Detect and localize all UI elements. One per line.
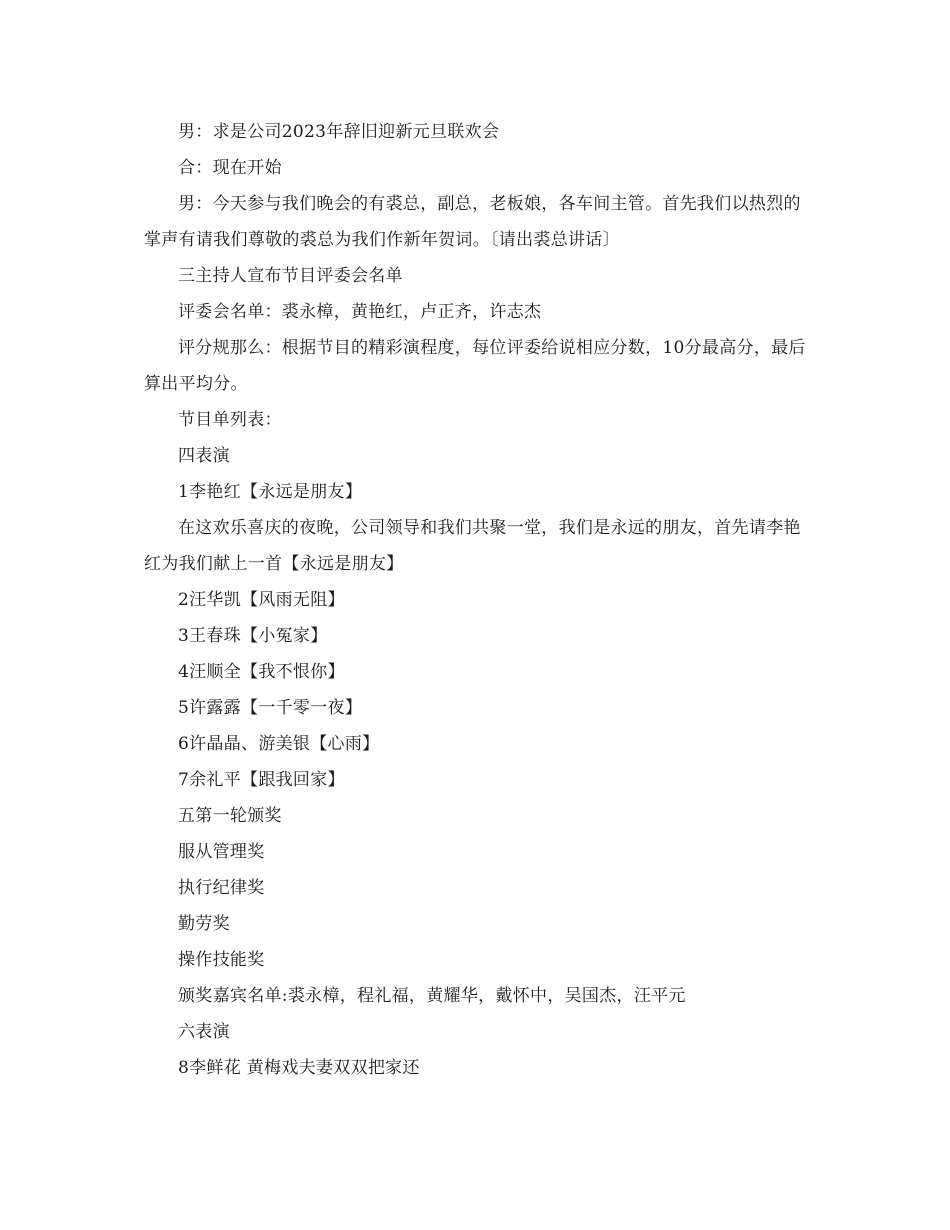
program-item-8: 8李鲜花 黄梅戏夫妻双双把家还 (178, 1058, 420, 1078)
program-item-1: 1李艳红【永远是朋友】 (178, 482, 363, 502)
section-performance-heading: 四表演 (178, 446, 230, 466)
paragraph-program-list-label: 节目单列表： (178, 410, 282, 430)
paragraph-judges-list: 评委会名单：裘永樟，黄艳红，卢正齐，许志杰 (178, 302, 542, 322)
award-item-diligence: 勤劳奖 (178, 914, 230, 934)
program-item-6: 6许晶晶、游美银【心雨】 (178, 734, 380, 754)
document-body (144, 114, 806, 1086)
award-item-management: 服从管理奖 (178, 842, 265, 862)
paragraph-host-male-intro: 男：今天参与我们晚会的有裘总，副总，老板娘，各车间主管。首先我们以热烈的掌声有请我们尊敬的裘总为我们作新年贺词。〔请出裘总讲话〕 (144, 194, 801, 250)
paragraph-together-start: 合：现在开始 (178, 158, 282, 178)
program-item-4: 4汪顺全【我不恨你】 (178, 662, 345, 682)
section-judges-heading: 三主持人宣布节目评委会名单 (178, 266, 403, 286)
section-second-performance-heading: 六表演 (178, 1022, 230, 1042)
program-item-2: 2汪华凯【风雨无阻】 (178, 590, 345, 610)
paragraph-award-presenters: 颁奖嘉宾名单:裘永樟，程礼福，黄耀华，戴怀中，吴国杰，汪平元 (178, 986, 686, 1006)
program-item-5: 5许露露【一千零一夜】 (178, 698, 363, 718)
award-item-skill: 操作技能奖 (178, 950, 265, 970)
program-item-7: 7余礼平【跟我回家】 (178, 770, 345, 790)
paragraph-scoring-rules: 评分规那么：根据节目的精彩演程度，每位评委给说相应分数，10分最高分，最后算出平均分。 (144, 338, 806, 394)
paragraph-host-male-title: 男：求是公司2023年辞旧迎新元旦联欢会 (178, 122, 500, 142)
award-item-discipline: 执行纪律奖 (178, 878, 265, 898)
section-first-awards-heading: 五第一轮颁奖 (178, 806, 282, 826)
paragraph-program-1-intro: 在这欢乐喜庆的夜晚，公司领导和我们共聚一堂，我们是永远的朋友，首先请李艳红为我们献上一首【永远是朋友】 (144, 518, 801, 574)
program-item-3: 3王春珠【小冤家】 (178, 626, 328, 646)
